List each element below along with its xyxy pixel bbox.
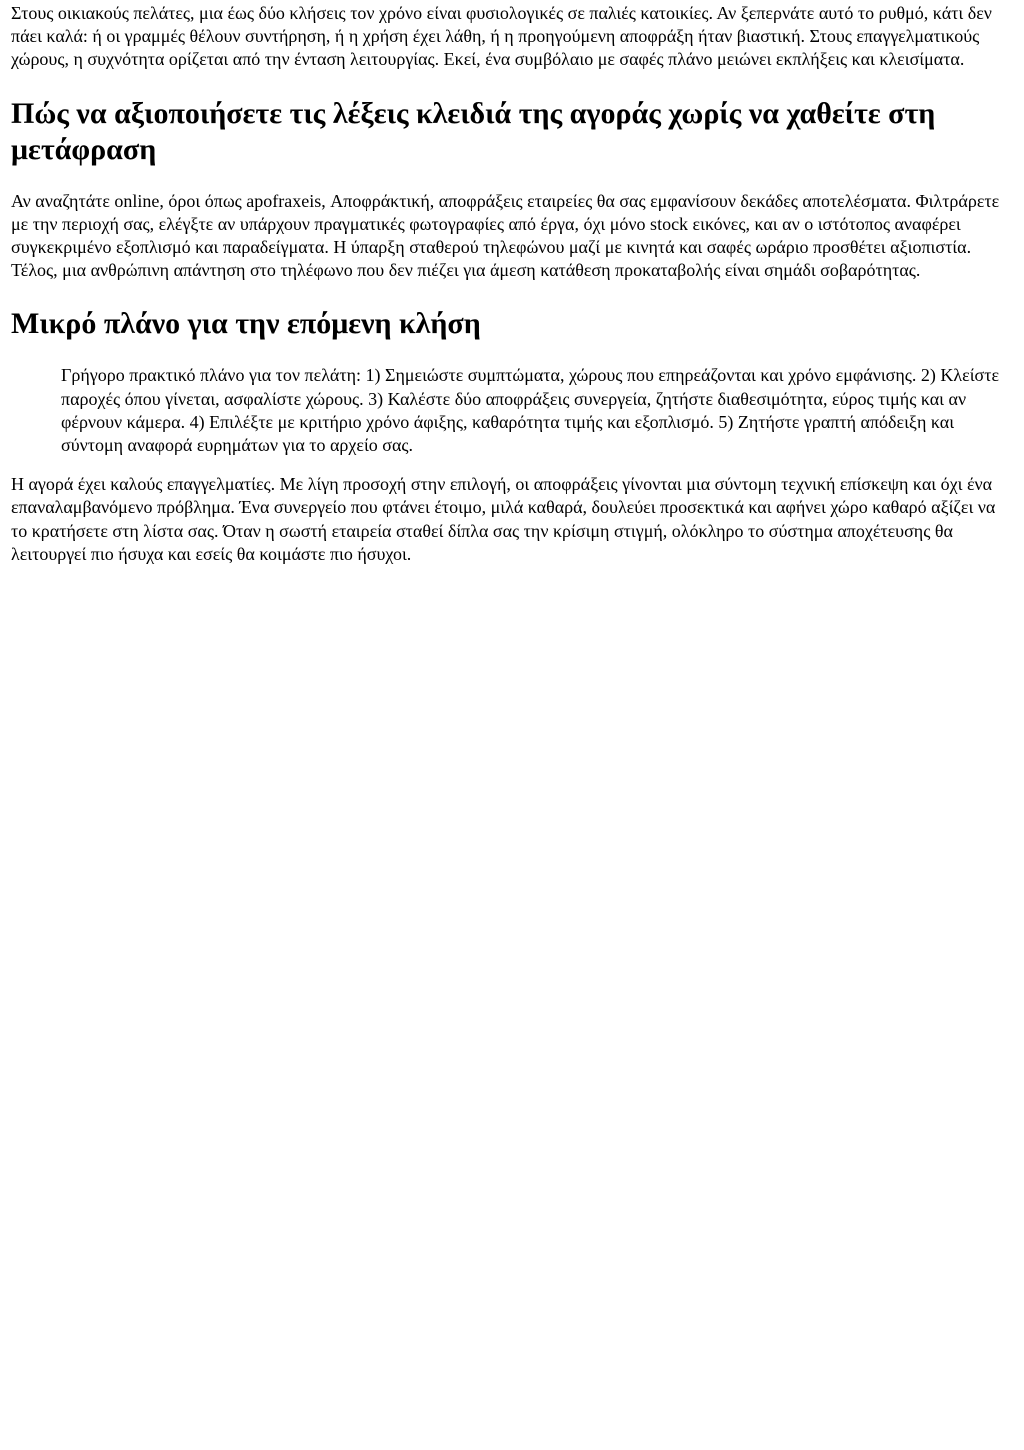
closing-paragraph: Η αγορά έχει καλούς επαγγελματίες. Με λίγη προσοχή στην επιλογή, οι αποφράξεις γίνονται μια σύντομη τεχνική επίσκεψη και όχι ένα επαναλαμβανόμενο πρόβλημα. Ένα συνεργείο που φτάνει έτοιμο, μιλά καθαρά, δουλεύει προσεκτικά και αφήνει χώρο καθαρό αξίζει να το κρατήσετε στη λίστα σας. Όταν η σωστή εταιρεία σταθεί δίπλα σας την κρίσιμη στιγμή, ολόκληρο το σύστημα αποχέτευσης θα λειτουργεί πιο ήσυχα και εσείς θα κοιμάστε πιο ήσυχοι. xyxy=(11,474,996,564)
plan-quote: Γρήγορο πρακτικό πλάνο για τον πελάτη: 1) Σημειώστε συμπτώματα, χώρους που επηρεάζονται και χρόνο εμφάνισης. 2) Κλείστε παροχές όπου γίνεται, ασφαλίστε χώρους. 3) Καλέστε δύο αποφράξεις συνεργεία, ζητήστε διαθεσιμότητα, εύρος τιμής και αν φέρνουν κάμερα. 4) Επιλέξτε με κριτήριο χρόνο άφιξης, καθαρότητα τιμής και εξοπλισμό. 5) Ζητήστε γραπτή απόδειξη και σύντομη αναφορά ευρημάτων για το αρχείο σας. xyxy=(61,365,1000,456)
intro-paragraph: Στους οικιακούς πελάτες, μια έως δύο κλήσεις τον χρόνο είναι φυσιολογικές σε παλιές κατοικίες. Αν ξεπερνάτε αυτό το ρυθμό, κάτι δεν πάει καλά: ή οι γραμμές θέλουν συντήρηση, ή η χρήση έχει λάθη, ή η προηγούμενη αποφράξη ήταν βιαστική. Στους επαγγελματικούς χώρους, η συχνότητα ορίζεται από την ένταση λειτουργίας. Εκεί, ένα συμβόλαιο με σαφές πλάνο μειώνει εκπλήξεις και κλεισίματα. xyxy=(11,3,992,70)
article-body xyxy=(11,2,1013,566)
keywords-paragraph: Αν αναζητάτε online, όροι όπως apofraxeis, Αποφράκτική, αποφράξεις εταιρείες θα σας εμφανίσουν δεκάδες αποτελέσματα. Φιλτράρετε με την περιοχή σας, ελέγξτε αν υπάρχουν πραγματικές φωτογραφίες από έργα, όχι μόνο stock εικόνες, και αν ο ιστότοπος αναφέρει συγκεκριμένο εξοπλισμό και παραδείγματα. Η ύπαρξη σταθερού τηλεφώνου μαζί με κινητά και σαφές ωράριο προσθέτει αξιοπιστία. Τέλος, μια ανθρώπινη απάντηση στο τηλέφωνο που δεν πιέζει για άμεση κατάθεση προκαταβολής είναι σημάδι σοβαρότητας. xyxy=(11,190,1000,281)
plan-heading: Μικρό πλάνο για την επόμενη κλήση xyxy=(11,307,481,341)
keywords-heading: Πώς να αξιοποιήσετε τις λέξεις κλειδιά της αγοράς χωρίς να χαθείτε στη μετάφραση xyxy=(11,96,936,166)
